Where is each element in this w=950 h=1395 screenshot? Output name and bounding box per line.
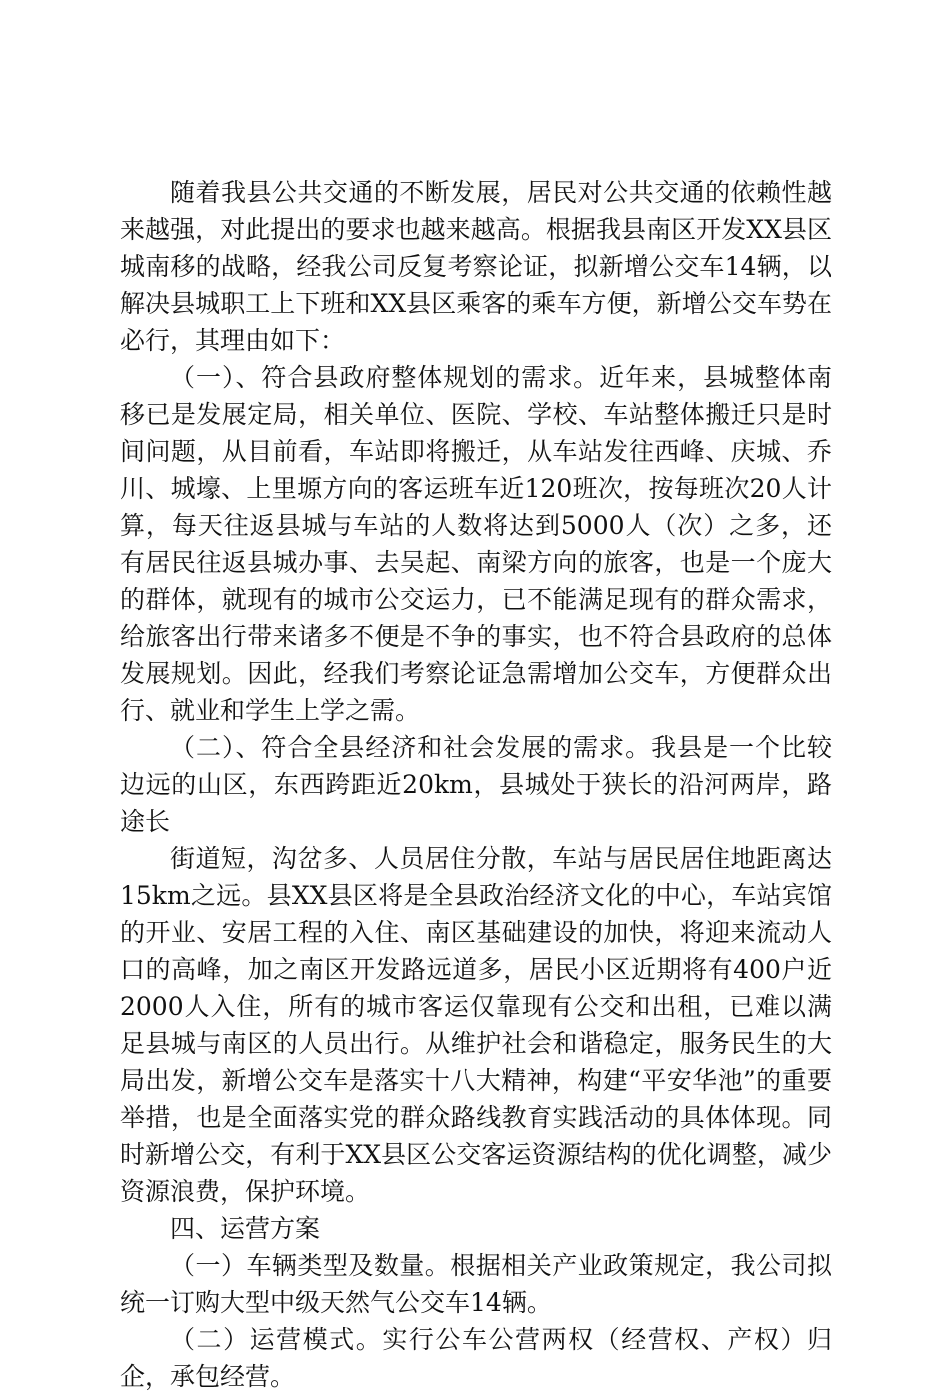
paragraph-intro: 随着我县公共交通的不断发展，居民对公共交通的依赖性越来越强，对此提出的要求也越来越高。根据我县南区开发XX县区城南移的战略，经我公司反复考察论证，拟新增公交车14辆，以解决县城职工上下班和XX县区乘客的乘车方便，新增公交车势在必行，其理由如下： xyxy=(120,178,832,355)
section-heading-operation-plan: 四、运营方案 xyxy=(170,1214,321,1243)
paragraph-reason-2: （二）、符合全县经济和社会发展的需求。我县是一个比较边远的山区，东西跨距近20km，县城处于狭长的沿河两岸，路途长 xyxy=(120,733,832,836)
document-body xyxy=(120,174,832,1395)
paragraph-reason-1: （一）、符合县政府整体规划的需求。近年来，县城整体南移已是发展定局，相关单位、医院、学校、车站整体搬迁只是时间问题，从目前看，车站即将搬迁，从车站发往西峰、庆城、乔川、城壕、上里塬方向的客运班车近120班次，按每班次20人计算，每天往返县城与车站的人数将达到5000人（次）之多，还有居民往返县城办事、去吴起、南梁方向的旅客，也是一个庞大的群体，就现有的城市公交运力，已不能满足现有的群众需求，给旅客出行带来诸多不便是不争的事实，也不符合县政府的总体发展规划。因此，经我们考察论证急需增加公交车，方便群众出行、就业和学生上学之需。 xyxy=(120,363,832,725)
paragraph-vehicle-type: （一）车辆类型及数量。根据相关产业政策规定，我公司拟统一订购大型中级天然气公交车14辆。 xyxy=(120,1251,832,1317)
paragraph-reason-2-continued: 街道短，沟岔多、人员居住分散，车站与居民居住地距离达15km之远。县XX县区将是全县政治经济文化的中心，车站宾馆的开业、安居工程的入住、南区基础建设的加快，将迎来流动人口的高峰，加之南区开发路远道多，居民小区近期将有400户近2000人入住，所有的城市客运仅靠现有公交和出租，已难以满足县城与南区的人员出行。从维护社会和谐稳定，服务民生的大局出发，新增公交车是落实十八大精神，构建“平安华池”的重要举措，也是全面落实党的群众路线教育实践活动的具体体现。同时新增公交，有利于XX县区公交客运资源结构的优化调整，减少资源浪费，保护环境。 xyxy=(120,844,832,1206)
paragraph-operation-mode: （二）运营模式。实行公车公营两权（经营权、产权）归企，承包经营。 xyxy=(120,1325,832,1391)
